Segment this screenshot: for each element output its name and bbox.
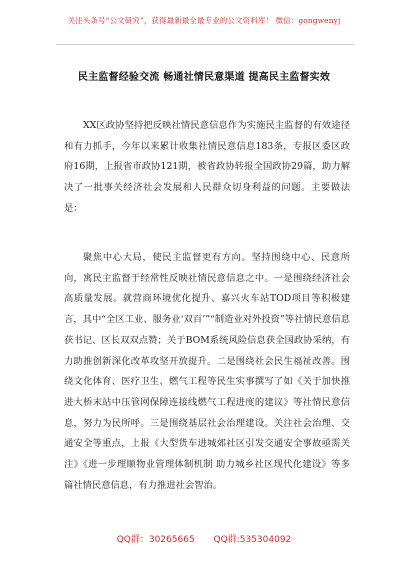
document-title: 民主监督经验交流 畅通社情民意渠道 提高民主监督实效 — [77, 72, 331, 83]
footer-qq-group-2: QQ群:535304092 — [213, 535, 292, 545]
header-divider — [56, 44, 354, 45]
paragraph-intro: XX区政协坚持把反映社情民意信息作为实施民主监督的有效途径和有力抓手，今年以来累计收集社情民意信息183条，专报区委区政府16期，上报省市政协121期，被省政协转报全国政协29篇，助力解决了一批事关经济社会发展和人民群众切身利益的问题。主要做法是： — [64, 120, 350, 214]
footer — [0, 532, 408, 545]
header-banner: 关注头条号“公文研究”，获得最新最全最专业的公文资料库！ 微信：gongwenyj — [67, 16, 341, 25]
footer-qq-group-1: QQ群：30265665 — [116, 535, 195, 545]
paragraph-body: 聚焦中心大局，使民主监督更有方向。坚持围绕中心、民意所向，寓民主监督于经常性反映社情民意信息之中。一是围绕经济社会高质量发展。就营商环境优化提升、嘉兴火车站TOD项目等积极建言，其中“全区工业、服务业‘双百’”“制造业对外投资”等社情民意信息获书记、区长双双点赞；关于BOM系统风险信息获全国政协采纳，有力助推创新深化改革攻坚开放提升。二是围绕社会民生福祉改善。围绕文化体育、医疗卫生、燃气工程等民生实事撰写了如《关于加快推进大桥末站中压管网保障连接线燃气工程进度的建议》等社情民意信息，努力为民所呼。三是围绕基层社会治理建设。关注社会治理、交通安全等重点，上报《大型货车进城郊社区引发交通安全事故亟需关注》《进一步理顺物业管理体制机制 助力城乡社区现代化建设》等多篇社情民意信息，有力推进社会智治。 — [64, 252, 350, 491]
